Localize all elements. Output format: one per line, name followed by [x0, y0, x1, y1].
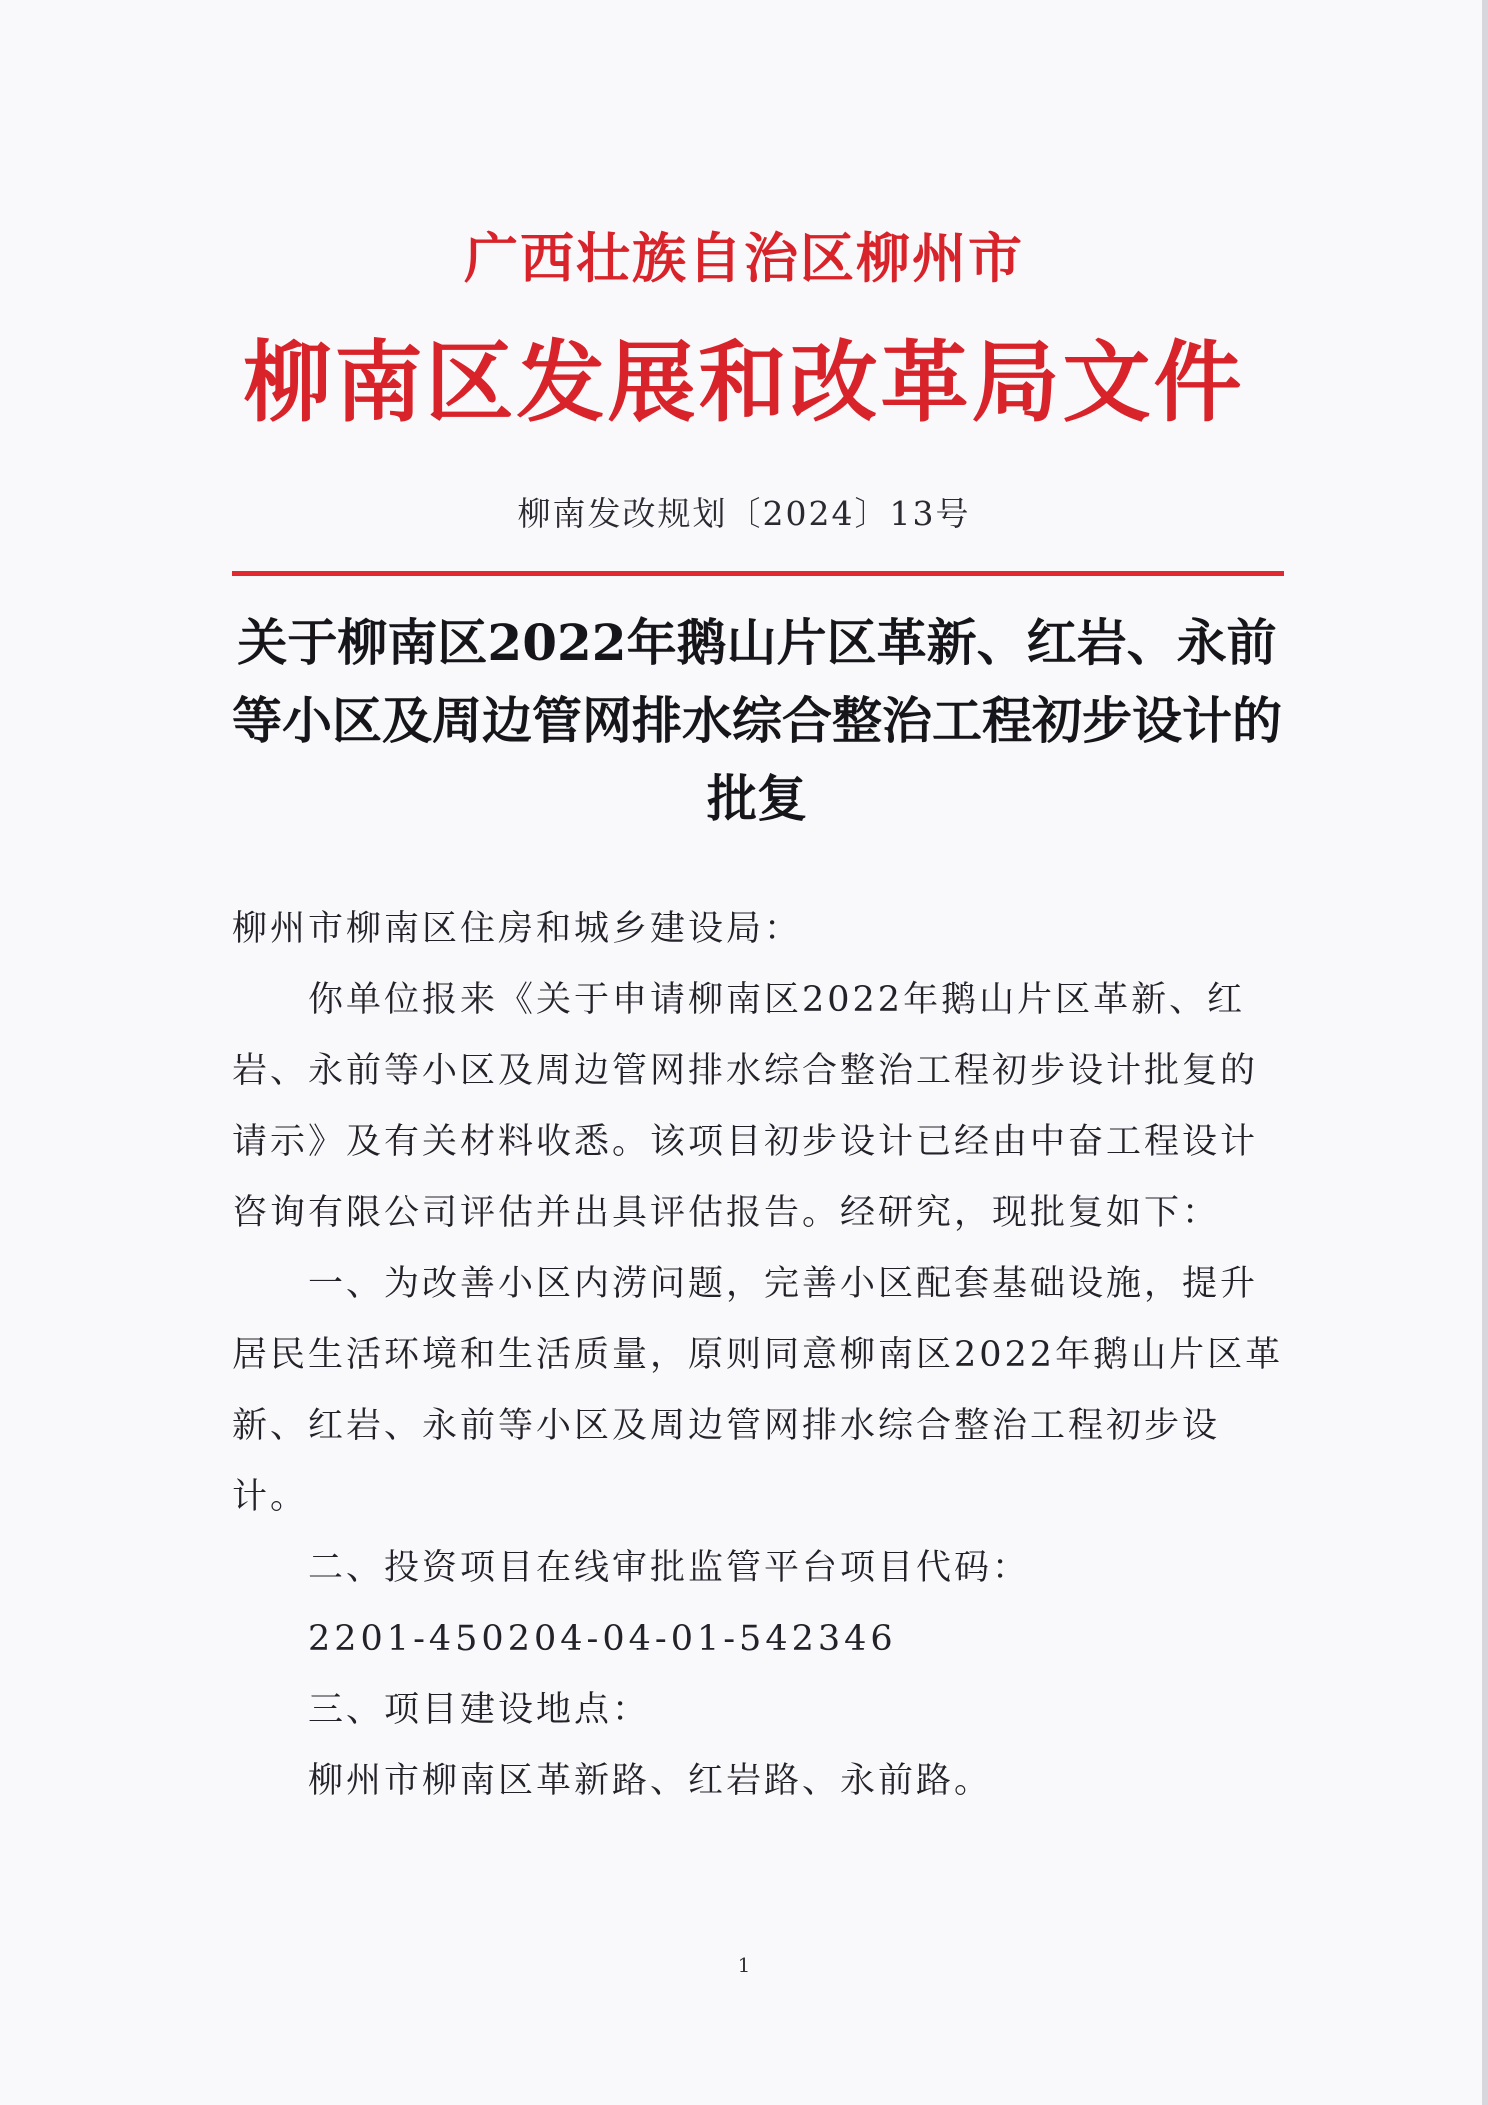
construction-location: 柳州市柳南区革新路、红岩路、永前路。 — [308, 1761, 993, 1801]
document-number: 柳南发改规划〔2024〕13号 — [517, 494, 971, 533]
project-code: 2201-450204-04-01-542346 — [308, 1619, 897, 1659]
item-3-heading: 三、项目建设地点： — [308, 1690, 651, 1730]
document-title: 关于柳南区2022年鹅山片区革新、红岩、永前等小区及周边管网排水综合整治工程初步设计的批复 — [232, 613, 1282, 828]
red-separator-line — [232, 571, 1284, 576]
body-paragraph-intro: 你单位报来《关于申请柳南区2022年鹅山片区革新、红岩、永前等小区及周边管网排水综合整治工程初步设计批复的请示》及有关材料收悉。该项目初步设计已经由中奋工程设计咨询有限公司评估并出具评估报告。经研究，现批复如下： — [232, 980, 1259, 1233]
salutation: 柳州市柳南区住房和城乡建设局： — [232, 909, 803, 949]
issuer-document-heading: 柳南区发展和改革局文件 — [243, 331, 1245, 434]
page-number: 1 — [737, 1953, 751, 1977]
issuer-region-heading: 广西壮族自治区柳州市 — [464, 227, 1024, 290]
item-2-heading: 二、投资项目在线审批监管平台项目代码： — [308, 1548, 1031, 1588]
page-edge — [1482, 0, 1488, 2105]
body-paragraph-item-1: 一、为改善小区内涝问题，完善小区配套基础设施，提升居民生活环境和生活质量，原则同意柳南区2022年鹅山片区革新、红岩、永前等小区及周边管网排水综合整治工程初步设计。 — [232, 1264, 1284, 1517]
